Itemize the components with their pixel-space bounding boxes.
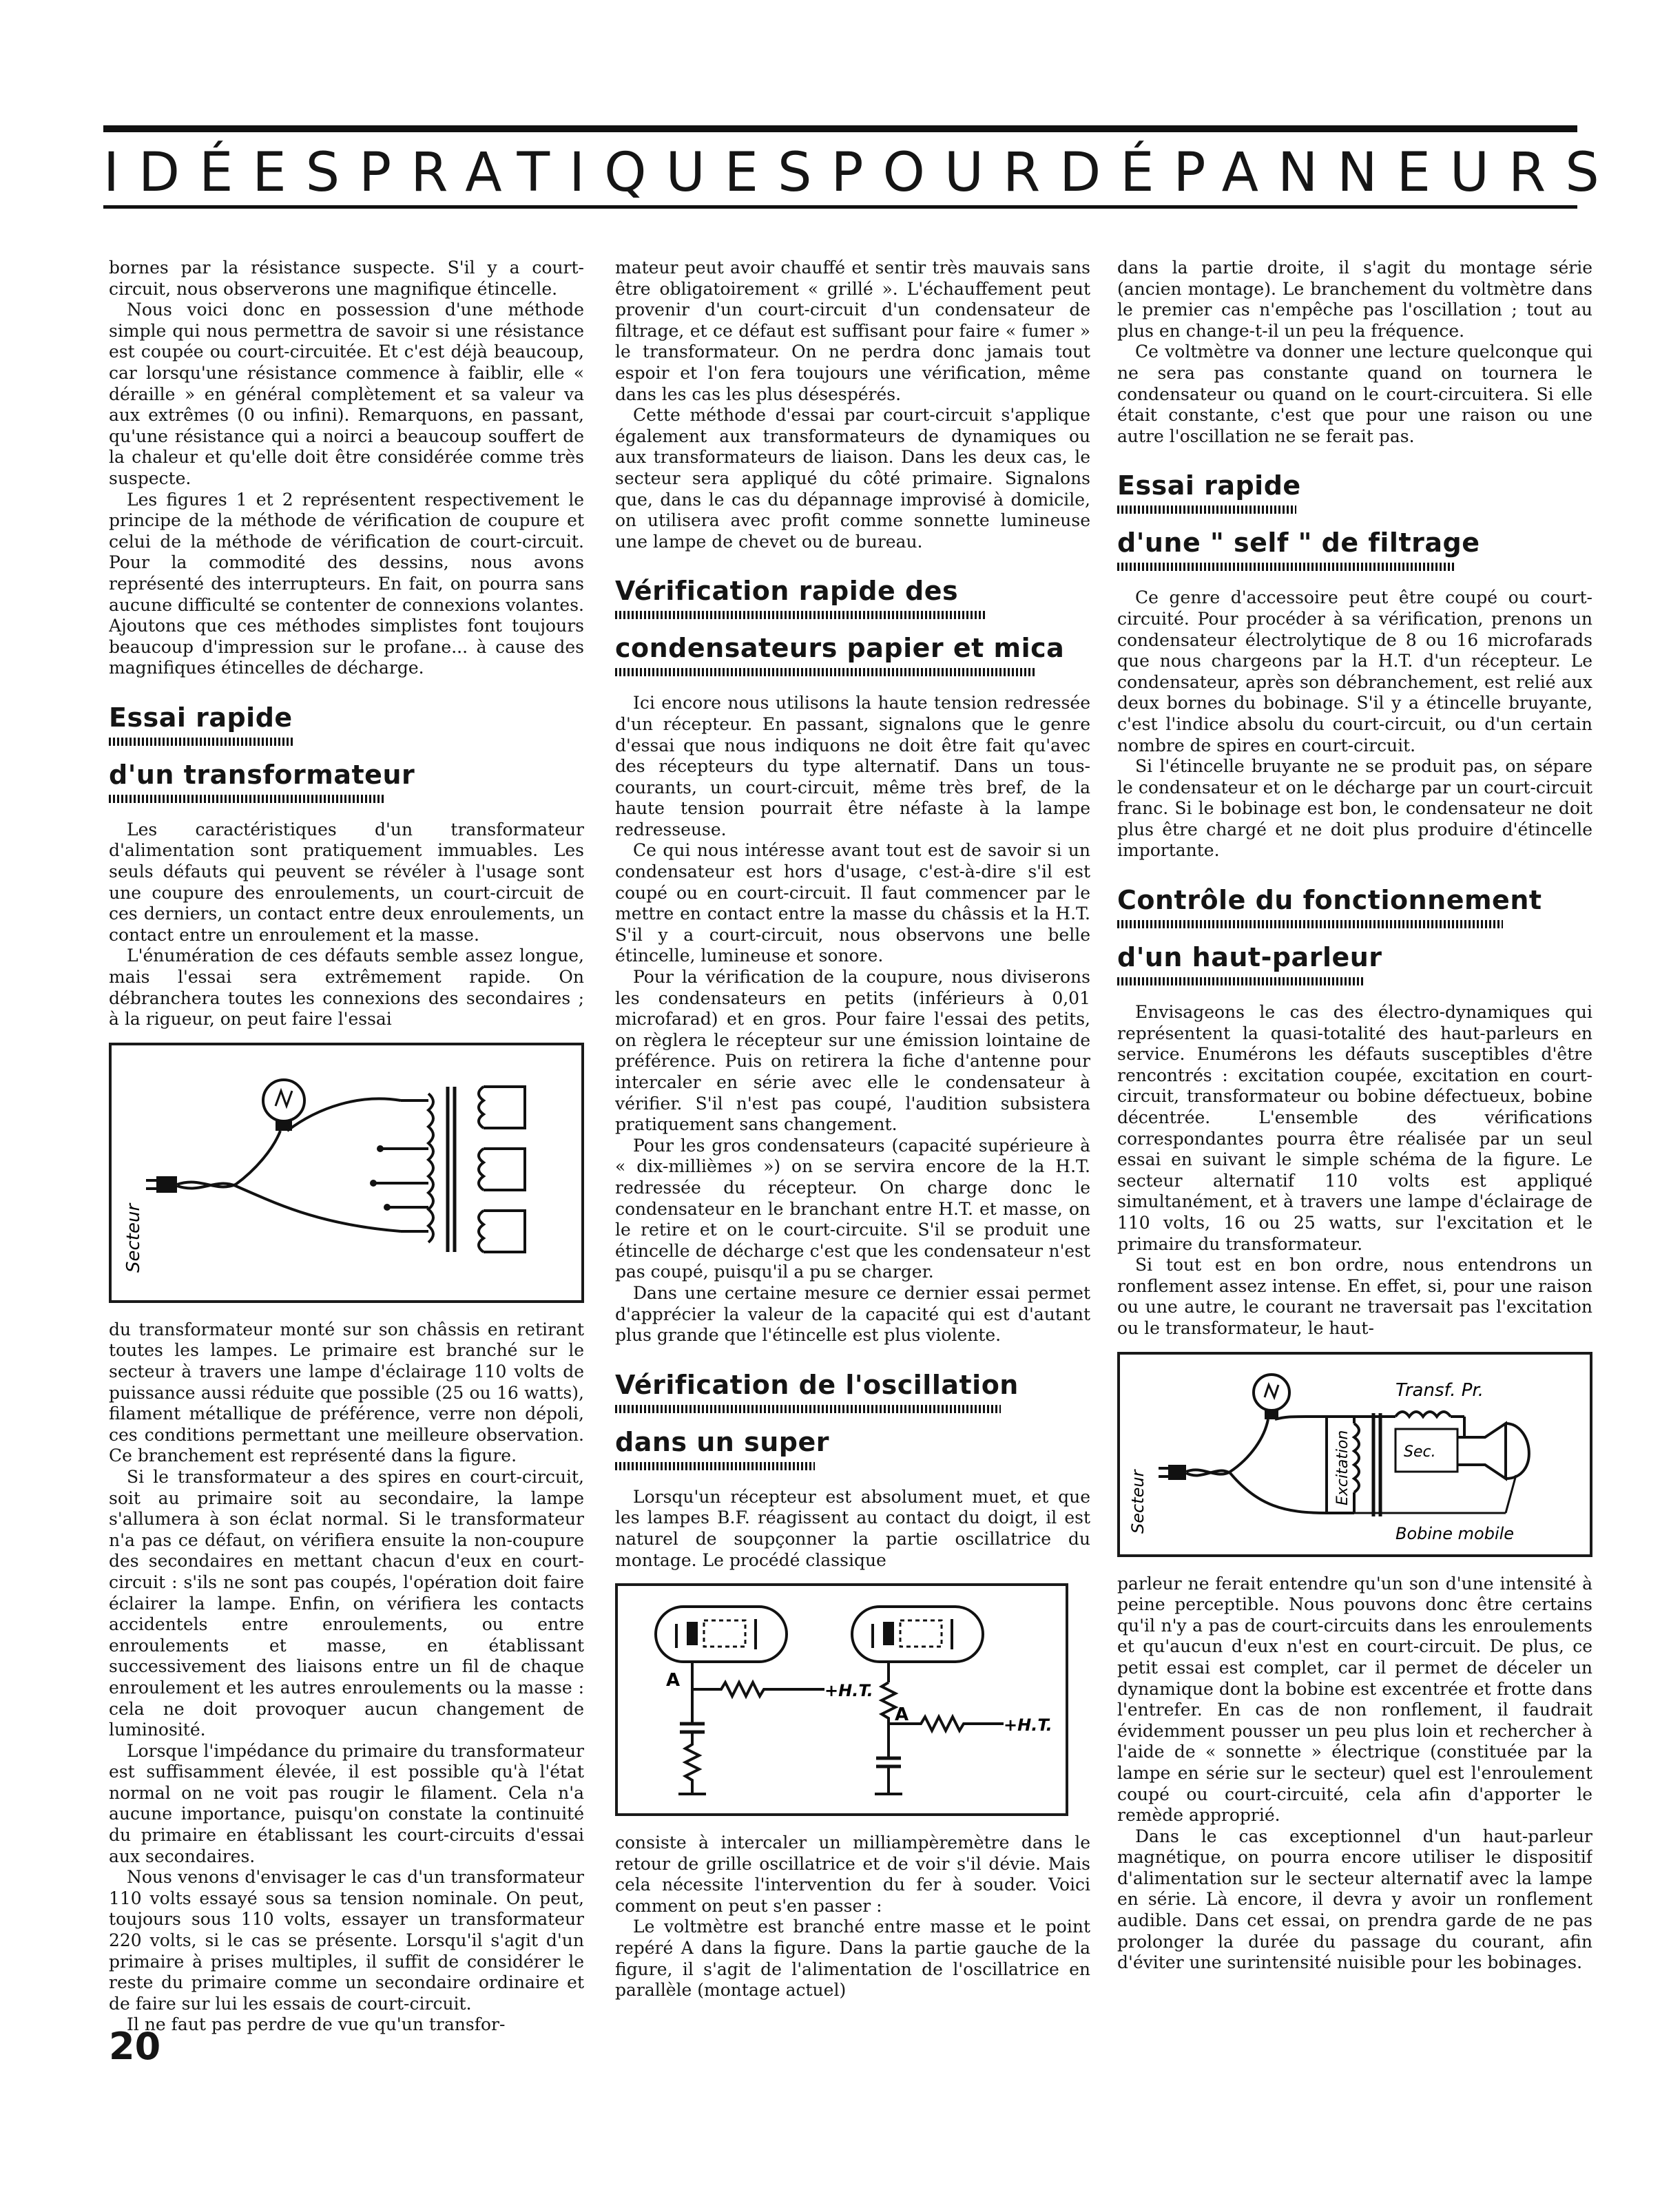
paragraph: Si l'étincelle bruyante ne se produit pas, on sépare le condensateur et on le décharge par un court-circuit franc. Si le bobinage est bon, le condensateur ne doit plus être chargé et ne doit plus produire d'étincelle importante.: [1117, 756, 1592, 861]
paragraph: Il ne faut pas perdre de vue qu'un transfor-: [127, 2014, 506, 2034]
heading-line: dans un super: [615, 1426, 829, 1457]
paragraph: parleur ne ferait entendre qu'un son d'une intensité à peine perceptible. Nous pouvons donc être certains qu'il n'y a pas de court-circuits dans les enroulements et qu'aucun d'eux n'est en court-circuit. De plus, ce petit essai est complet, car il permet de déceler un dynamique dont la bobine est excentrée et frotte dans l'entrefer. En cas de non ronflement, il faudrait évidemment pousser un peu plus loin et rechercher à l'aide de « sonnette » électrique (constituée par la lampe en série sur le secteur) quel est l'enroulement coupé ou court-circuité, cela afin d'apporter le remède approprié.: [1117, 1573, 1592, 1826]
paragraph: Dans une certaine mesure ce dernier essai permet d'apprécier la valeur de la capacité qui est d'autant plus grande que l'étincelle est plus violente.: [615, 1282, 1090, 1346]
paragraph: Nous voici donc en possession d'une méthode simple qui nous permettra de savoir si une résistance est coupée ou court-circuitée. Et c'est déjà beaucoup, car lorsqu'une résistance commence à faiblir, elle « déraille » en général complètement et sa valeur va aux extrêmes (0 ou infini). Remarquons, en passant, qu'une résistance qui a noirci a beaucoup souffert de la chaleur et qu'elle doit être considérée comme très suspecte.: [109, 300, 584, 488]
heading-line: Contrôle du fonctionnement: [1117, 885, 1542, 916]
header-rule-bottom: [103, 205, 1577, 209]
header-word-4: DÉPANNEURS: [1059, 142, 1619, 204]
section-heading-condensateurs: [615, 576, 1090, 676]
paragraph: Ce qui nous intéresse avant tout est de savoir si un condensateur est hors d'usage, c'est-à-dire s'il est coupé ou en court-circuit. Il faut commencer par le mettre en contact entre la masse du châssis et la H.T. S'il y a court-circuit, nous observons une belle étincelle, lumineuse et sonore.: [615, 840, 1090, 966]
heading-line: d'un transformateur: [109, 759, 415, 790]
paragraph: Cette méthode d'essai par court-circuit s'applique également aux transformateurs de dynamiques ou aux transformateurs de liaison. Dans les deux cas, le secteur sera appliqué du côté primaire. Signalons que, dans le cas du dépannage improvisé à domicile, on utilisera avec profit comme sonnette lumineuse une lampe de chevet ou de bureau.: [615, 405, 1090, 552]
paragraph: Ce genre d'accessoire peut être coupé ou court-circuité. Pour procéder à sa vérification, prenons un condensateur électrolytique de 8 ou 16 microfarads que nous chargeons par la H.T. d'un récepteur. Le condensateur, après son débranchement, est relié aux deux bornes du bobinage. S'il y a étincelle bruyante, c'est l'indice absolu du court-circuit, ou d'un certain nombre de spires en court-circuit.: [1117, 587, 1592, 755]
column-middle: [615, 258, 1090, 2034]
section-heading-transformateur: [109, 702, 584, 803]
page-number: 20: [109, 2025, 161, 2068]
heading-line: d'un haut-parleur: [1117, 942, 1382, 973]
figure-label-secteur: Secteur: [1128, 1470, 1148, 1534]
paragraph: Ce voltmètre va donner une lecture quelconque qui ne sera pas constante quand on tournera le condensateur ou quand on le court-circuitera. Si elle était constante, c'est que pour une raison ou une autre l'oscillation ne se ferait pas.: [1117, 342, 1592, 446]
heading-line: Vérification rapide des: [615, 576, 959, 607]
excitation-label: Excitation: [1334, 1430, 1351, 1505]
section-heading-haut-parleur: [1117, 885, 1592, 985]
paragraph: Dans le cas exceptionnel d'un haut-parleur magnétique, on pourra encore utiliser le dispositif d'alimentation sur le secteur alternatif avec la lampe en série. Là encore, il devra y avoir un ronflement audible. Dans cet essai, on prendra garde de ne pas prolonger la durée du passage du courant, afin d'éviter une surintensité nuisible pour les bobinages.: [1117, 1826, 1592, 1973]
paragraph: Si le transformateur a des spires en court-circuit, soit au primaire soit au secondaire, la lampe s'allumera à son éclat normal. Si le transformateur n'a pas ce défaut, on vérifiera ensuite la non-coupure des secondaires en mettant chacun d'eux en court-circuit : s'ils ne sont pas coupés, l'opération doit faire éclairer la lampe. Enfin, on vérifiera les contacts accidentels entre enroulements, ou entre enroulements et masse, en établissant successivement des liaisons entre un fil de chaque enroulement et les autres enroulements ou la masse : cela ne doit provoquer aucun changement de luminosité.: [109, 1466, 584, 1740]
paragraph: Les caractéristiques d'un transformateur d'alimentation sont pratiquement immuables. Les seuls défauts qui peuvent se révéler à l'usage sont une coupure des enroulements, un court-circuit de ces derniers, un contact entre deux enroulements, un contact entre un enroulement et la masse.: [109, 819, 584, 945]
oscillator-diagram: [618, 1586, 1060, 1813]
paragraph: du transformateur monté sur son châssis en retirant toutes les lampes. Le primaire est branché sur le secteur à travers une lampe d'éclairage 110 volts de puissance aussi réduite que possible (25 ou 16 watts), filament métallique de préférence, verre non dépoli, ces conditions permettant une meilleure observation. Ce branchement est représenté dans la figure.: [109, 1319, 584, 1466]
paragraph: Pour les gros condensateurs (capacité supérieure à « dix-millièmes ») on se servira encore de la H.T. redressée du récepteur. On charge donc le condensateur en le branchant entre H.T. et masse, on le retire et on le court-circuite. S'il se produit une étincelle de décharge c'est que les condensateur n'est pas coupé, puisqu'il a pu se charger.: [615, 1135, 1090, 1282]
secondary-label: Sec.: [1404, 1443, 1436, 1461]
heading-hatch: [1117, 920, 1503, 928]
paragraph: Ici encore nous utilisons la haute tension redressée d'un récepteur. En passant, signalons que le genre d'essai que nous indiquons ne doit être fait qu'avec des récepteurs du type alternatif. Dans un tous-courants, un court-circuit, même très bref, de la haute tension pourrait être néfaste à la lampe redresseuse.: [615, 693, 1090, 839]
paragraph: Les figures 1 et 2 représentent respectivement le principe de la méthode de vérification de coupure et celui de la méthode de vérification de court-circuit. Pour la commodité des dessins, nous avons représenté des interrupteurs. En fait, on pourra sans aucune difficulté se contenter de connexions volantes. Ajoutons que ces méthodes simplistes font toujours beaucoup d'impression sur le profane... à cause des magnifiques étincelles de décharge.: [109, 489, 584, 678]
point-a-label: A: [666, 1670, 681, 1691]
paragraph: Envisageons le cas des électro-dynamiques qui représentent la quasi-totalité des haut-parleurs en service. Enumérons les défauts susceptibles d'être rencontrés : excitation coupée, excitation en court-circuit, transformateur ou bobine défectueux, bobine décentrée. L'ensemble des vérifications correspondantes pourra être réalisée par un seul essai en suivant le simple schéma de la figure. Le secteur alternatif 110 volts est appliqué simultanément, et à travers une lampe d'éclairage de 110 volts, 16 ou 25 watts, sur l'excitation et le primaire du transformateur.: [1117, 1002, 1592, 1254]
heading-line: Essai rapide: [109, 702, 293, 733]
section-heading-self: [1117, 470, 1592, 571]
header-rule-top: [103, 125, 1577, 132]
paragraph: Nous venons d'envisager le cas d'un transformateur 110 volts essayé sous sa tension nominale. On peut, toujours sous 110 volts, essayer un transformateur 220 volts, si le cas se présente. Lorsqu'il s'agit d'un primaire à prises multiples, il suffit de considérer le reste du primaire comme un secondaire ordinaire et de faire sur lui les essais de court-circuit.: [109, 1867, 584, 2014]
plug-icon: [156, 1176, 177, 1193]
paragraph: mateur peut avoir chauffé et sentir très mauvais sans être obligatoirement « grillé ». L'échauffement peut provenir d'un court-circuit d'un condensateur de filtrage, et ce défaut est suffisant pour faire « fumer » le transformateur. On ne perdra donc jamais tout espoir et l'on fera toujours une vérification, même dans les cas les plus désespérés.: [615, 258, 1090, 404]
paragraph: Lorsqu'un récepteur est absolument muet, et que les lampes B.F. réagissent au contact du doigt, il est naturel de soupçonner la partie oscillatrice du montage. Le procédé classique: [615, 1486, 1090, 1570]
heading-hatch: [1117, 505, 1296, 514]
ht-label-left: +H.T.: [824, 1681, 873, 1701]
heading-hatch: [1117, 563, 1455, 571]
paragraph: bornes par la résistance suspecte. S'il y a court-circuit, nous observerons une magnifique étincelle.: [109, 258, 584, 299]
paragraph: consiste à intercaler un milliampèremètre dans le retour de grille oscillatrice et de voir s'il dévie. Mais cela nécessite l'intervention du fer à souder. Voici comment on peut s'en passer :: [615, 1833, 1090, 1916]
paragraph: Le voltmètre est branché entre masse et le point repéré A dans la figure. Dans la partie gauche de la figure, il s'agit de l'alimentation de l'oscillatrice en parallèle (montage actuel): [615, 1917, 1090, 2001]
paragraph: Lorsque l'impédance du primaire du transformateur est suffisamment élevée, il est possible qu'à l'état normal on ne voit pas rougir le filament. Cela n'a aucune importance, puisqu'on constate la continuité du primaire en établissant les court-circuits d'essai aux secondaires.: [109, 1740, 584, 1866]
paragraph: dans la partie droite, il s'agit du montage série (ancien montage). Le branchement du voltmètre dans le premier cas n'empêche pas l'oscillation ; tout au plus en change-t-il un peu la fréquence.: [1117, 258, 1592, 341]
primary-coil: [428, 1094, 433, 1242]
secondary-coils: [479, 1087, 525, 1252]
figure-transformer-test: [109, 1043, 584, 1303]
transformer-label: Transf. Pr.: [1395, 1379, 1484, 1401]
figure-oscillator-test: [615, 1583, 1068, 1816]
figure-label-secteur: Secteur: [123, 1203, 144, 1273]
point-a-label-right: A: [895, 1704, 909, 1726]
heading-line: condensateurs papier et mica: [615, 633, 1065, 664]
heading-hatch: [615, 668, 1035, 676]
heading-hatch: [109, 795, 384, 803]
bobine-mobile-label: Bobine mobile: [1395, 1523, 1515, 1543]
paragraph: L'énumération de ces défauts semble assez longue, mais l'essai sera extrêmement rapide. On débranchera toutes les connexions des secondaires ; à la rigueur, on peut faire l'essai: [109, 946, 584, 1030]
figure-speaker-test: [1117, 1352, 1592, 1557]
header-word-1: IDÉES: [103, 142, 360, 204]
ht-label-right: +H.T.: [1004, 1715, 1052, 1735]
heading-hatch: [615, 611, 987, 619]
paragraph: Pour la vérification de la coupure, nous diviserons les condensateurs en petits (inférieurs à 0,01 microfarad) et en gros. Pour faire l'essai des petits, on règlera le récepteur sur une émission lointaine de préférence. Puis on retirera la fiche d'antenne pour intercaler en série avec elle le condensateur à vérifier. S'il n'est pas coupé, l'audition subsistera pratiquement sans changement.: [615, 967, 1090, 1135]
heading-hatch: [615, 1405, 1001, 1413]
column-left: [109, 258, 584, 2034]
plug-icon: [1168, 1465, 1186, 1480]
column-right: [1117, 258, 1592, 2034]
heading-line: Vérification de l'oscillation: [615, 1369, 1019, 1400]
heading-hatch: [109, 738, 295, 746]
header-word-3: POUR: [831, 142, 1060, 204]
heading-hatch: [1117, 977, 1365, 985]
heading-hatch: [615, 1462, 815, 1470]
page-header: [103, 141, 1619, 205]
transformer-diagram: [112, 1045, 577, 1300]
heading-line: Essai rapide: [1117, 470, 1301, 501]
paragraph: Si tout est en bon ordre, nous entendrons un ronflement assez intense. En effet, si, pour une raison ou une autre, le courant ne traversait pas l'excitation ou le transformateur, le haut-: [1117, 1255, 1592, 1338]
speaker-diagram: [1120, 1355, 1586, 1554]
section-heading-oscillation: [615, 1370, 1090, 1470]
heading-line: d'une " self " de filtrage: [1117, 528, 1480, 559]
header-word-2: PRATIQUES: [359, 142, 831, 204]
